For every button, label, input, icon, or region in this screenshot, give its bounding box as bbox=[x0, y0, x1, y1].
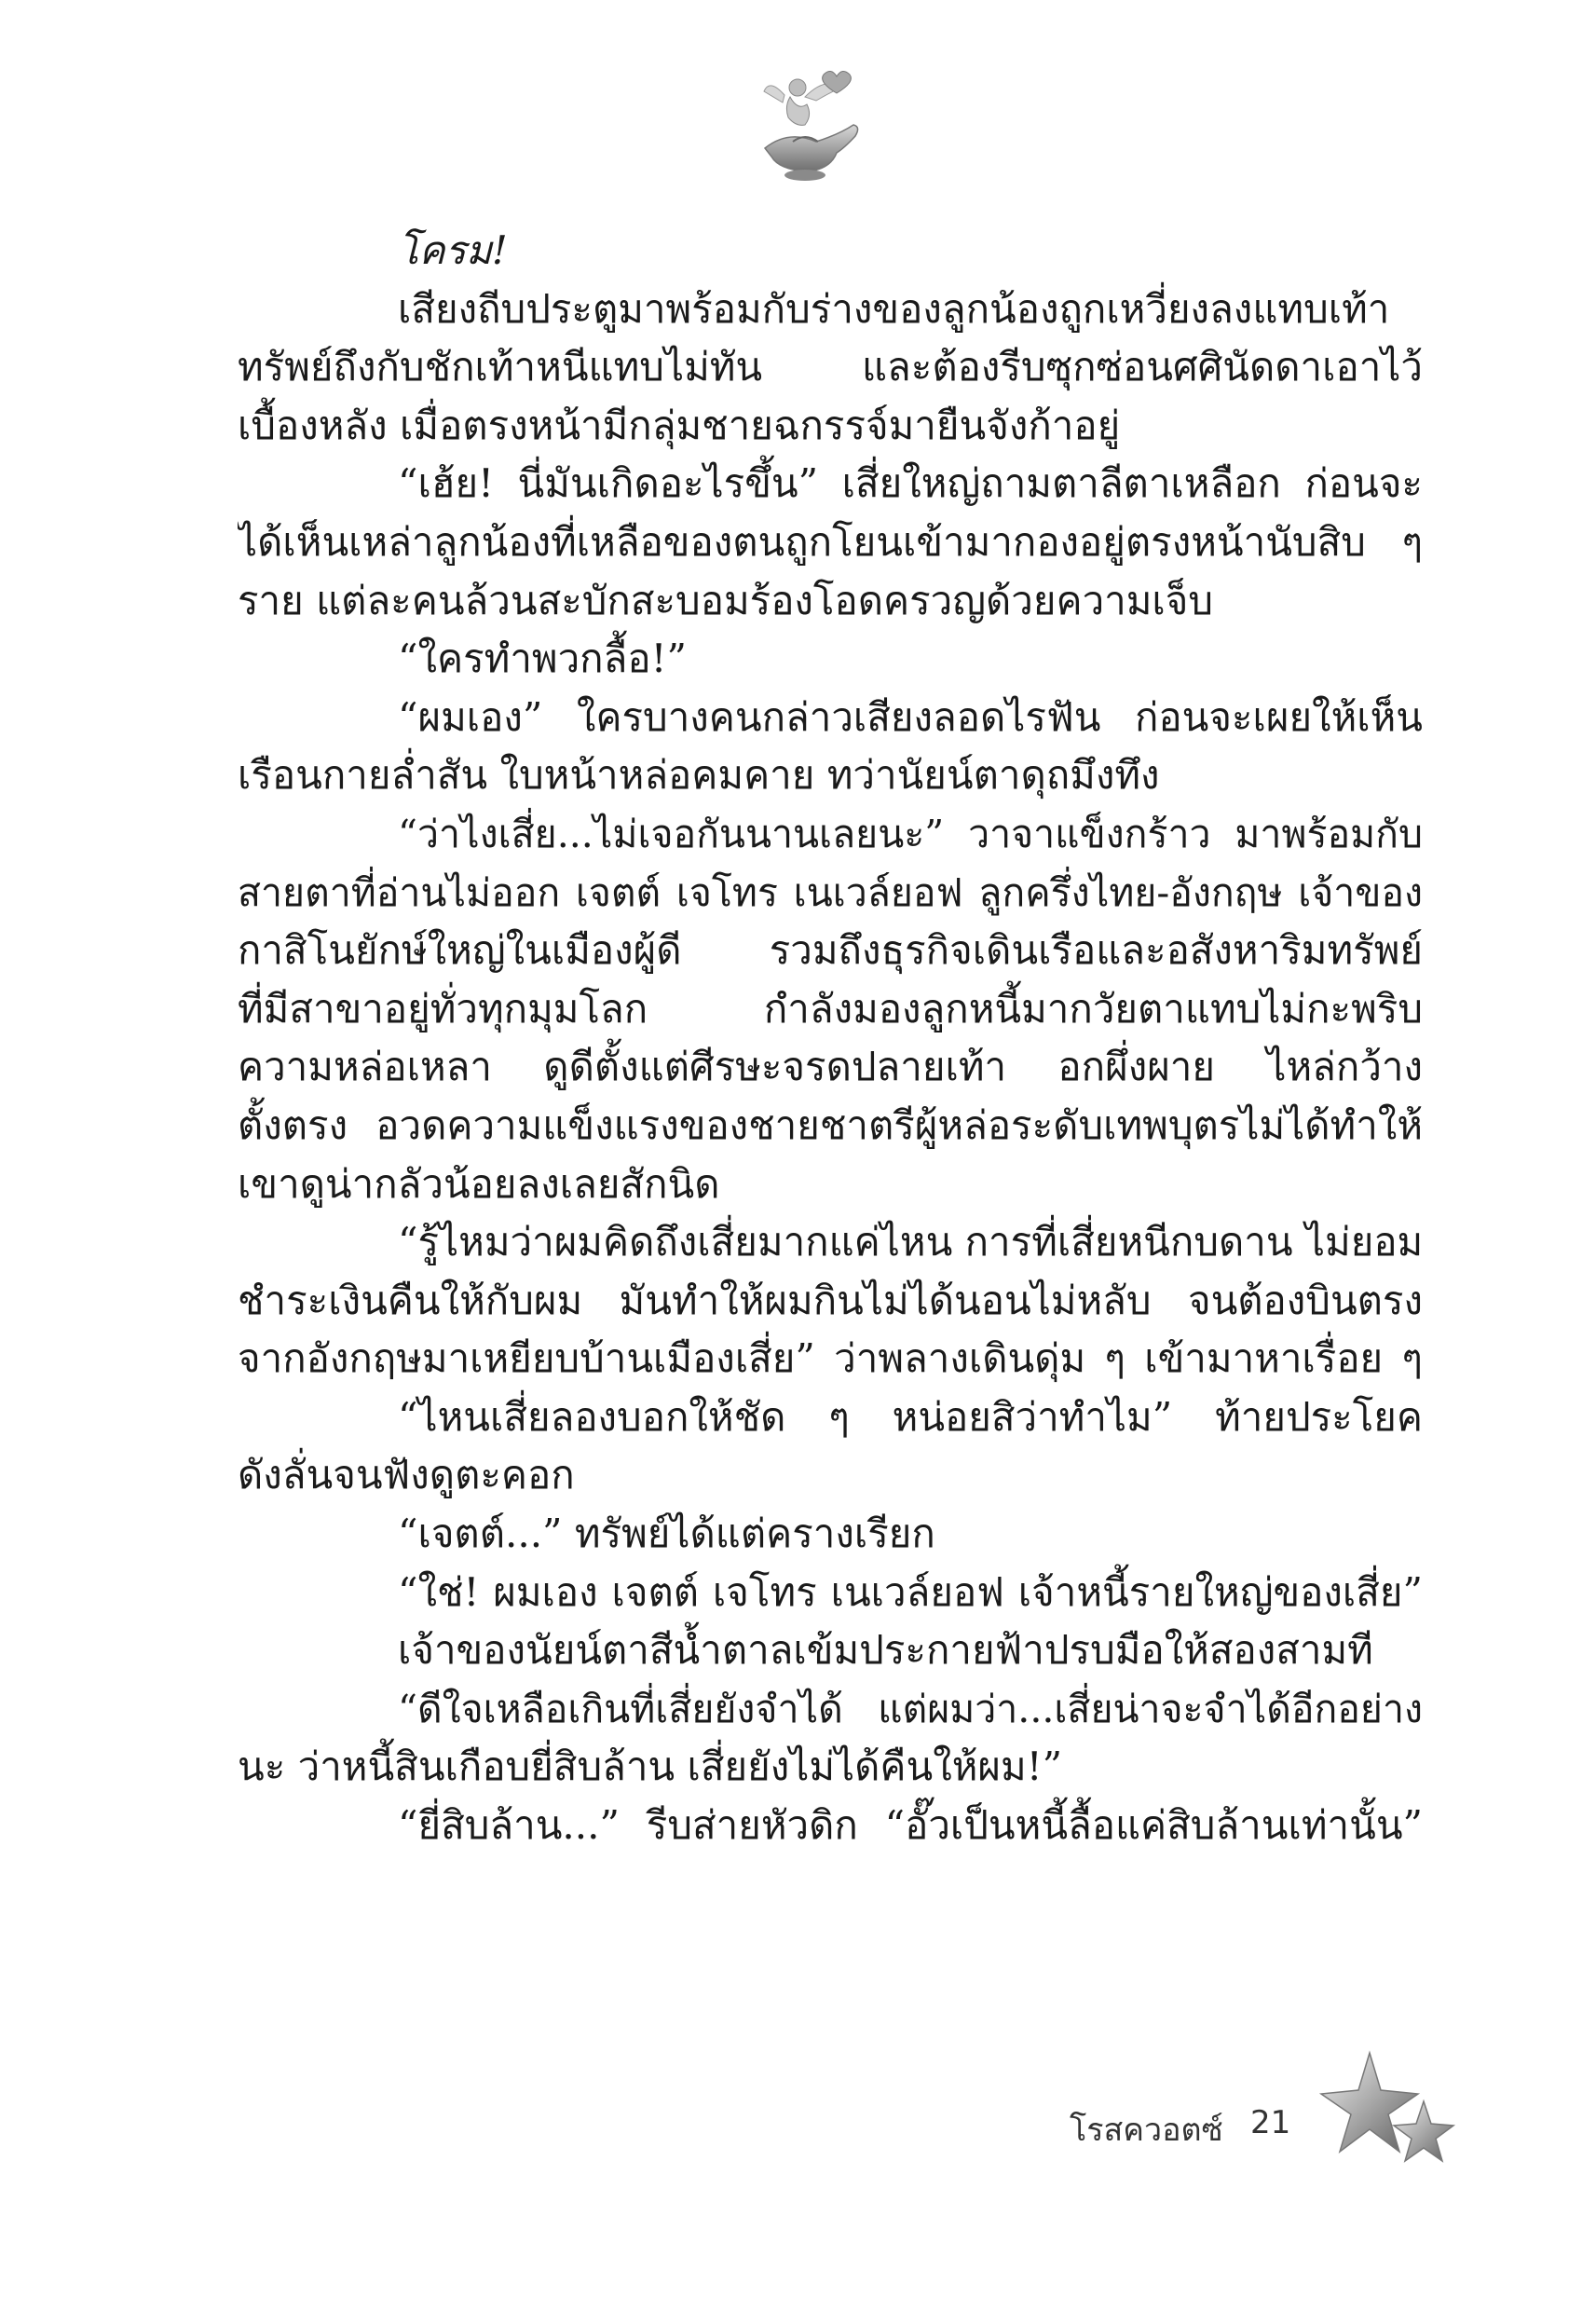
genie-lamp-ornament-icon bbox=[751, 60, 872, 190]
text-line: ความหล่อเหลา ดูดีตั้งแต่ศีรษะจรดปลายเท้า อกผึ่งผาย ไหล่กว้าง bbox=[238, 1044, 1423, 1090]
text-line: ชำระเงินคืนให้กับผม มันทำให้ผมกินไม่ได้นอนไม่หลับ จนต้องบินตรง bbox=[238, 1277, 1423, 1323]
text-line: นะ ว่าหนี้สินเกือบยี่สิบล้าน เสี่ยยังไม่ได้คืนให้ผม!” bbox=[238, 1744, 1063, 1790]
text-line: ราย แต่ละคนล้วนสะบักสะบอมร้องโอดครวญด้วยความเจ็บ bbox=[238, 577, 1214, 623]
text-line: ได้เห็นเหล่าลูกน้องที่เหลือของตนถูกโยนเข้ามากองอยู่ตรงหน้านับสิบ ๆ bbox=[238, 518, 1423, 565]
text-line: โครม! bbox=[398, 227, 508, 273]
text-line: “ว่าไงเสี่ย...ไม่เจอกันนานเลยนะ” วาจาแข็งกร้าว มาพร้อมกับ bbox=[398, 811, 1423, 856]
text-line: เบื้องหลัง เมื่อตรงหน้ามีกลุ่มชายฉกรรจ์มายืนจังก้าอยู่ bbox=[238, 402, 1121, 448]
stars-ornament-icon bbox=[1314, 2045, 1463, 2176]
text-line: “ผมเอง” ใครบางคนกล่าวเสียงลอดไรฟัน ก่อนจะเผยให้เห็น bbox=[398, 693, 1423, 740]
text-line: “เจตต์...” ทรัพย์ได้แต่ครางเรียก bbox=[398, 1511, 935, 1557]
text-line: ดังลั่นจนฟังดูตะคอก bbox=[238, 1452, 575, 1498]
text-line: “เฮ้ย! นี่มันเกิดอะไรขึ้น” เสี่ยใหญ่ถามตาลีตาเหลือก ก่อนจะ bbox=[398, 460, 1423, 507]
text-line: ทรัพย์ถึงกับชักเท้าหนีแทบไม่ทัน และต้องรีบซุกซ่อนศศินัดดาเอาไว้ bbox=[238, 344, 1423, 390]
page-number: 21 bbox=[1250, 2104, 1291, 2141]
body-text bbox=[238, 222, 1423, 1855]
text-line: “ใครทำพวกลื้อ!” bbox=[398, 636, 687, 682]
text-line: ที่มีสาขาอยู่ทั่วทุกมุมโลก กำลังมองลูกหนี้มากวัยตาแทบไม่กะพริบ bbox=[238, 985, 1423, 1032]
text-line: จากอังกฤษมาเหยียบบ้านเมืองเสี่ย” ว่าพลางเดินดุ่ม ๆ เข้ามาหาเรื่อย ๆ bbox=[238, 1335, 1423, 1382]
text-line: “ใช่! ผมเอง เจตต์ เจโทร เนเวล์ยอฟ เจ้าหนี้รายใหญ่ของเสี่ย” bbox=[398, 1568, 1423, 1615]
text-line: “ยี่สิบล้าน...” รีบส่ายหัวดิก “อั๊วเป็นหนี้ลื้อแค่สิบล้านเท่านั้น” bbox=[398, 1802, 1423, 1849]
footer-book-title: โรสควอตซ์ bbox=[1070, 2112, 1223, 2149]
text-line: กาสิโนยักษ์ใหญ่ในเมืองผู้ดี รวมถึงธุรกิจเดินเรือและอสังหาริมทรัพย์ bbox=[238, 927, 1423, 974]
text-line: เสียงถีบประตูมาพร้อมกับร่างของลูกน้องถูกเหวี่ยงลงแทบเท้า bbox=[398, 285, 1390, 332]
text-line: “ไหนเสี่ยลองบอกให้ชัด ๆ หน่อยสิว่าทำไม” ท้ายประโยค bbox=[398, 1393, 1423, 1440]
text-line: เจ้าของนัยน์ตาสีน้ำตาลเข้มประกายฟ้าปรบมือให้สองสามที bbox=[398, 1627, 1373, 1674]
text-line: สายตาที่อ่านไม่ออก เจตต์ เจโทร เนเวล์ยอฟ ลูกครึ่งไทย-อังกฤษ เจ้าของ bbox=[238, 869, 1423, 915]
text-line: “ดีใจเหลือเกินที่เสี่ยยังจำได้ แต่ผมว่า...เสี่ยน่าจะจำได้อีกอย่าง bbox=[398, 1686, 1423, 1731]
text-line: เรือนกายล่ำสัน ใบหน้าหล่อคมคาย ทว่านัยน์ตาดุถมึงทึง bbox=[238, 752, 1160, 799]
text-line: ตั้งตรง อวดความแข็งแรงของชายชาตรีผู้หล่อระดับเทพบุตรไม่ได้ทำให้ bbox=[238, 1101, 1423, 1148]
text-line: เขาดูน่ากลัวน้อยลงเลยสักนิด bbox=[238, 1160, 720, 1207]
text-line: “รู้ไหมว่าผมคิดถึงเสี่ยมากแค่ไหน การที่เสี่ยหนีกบดาน ไม่ยอม bbox=[398, 1219, 1423, 1265]
